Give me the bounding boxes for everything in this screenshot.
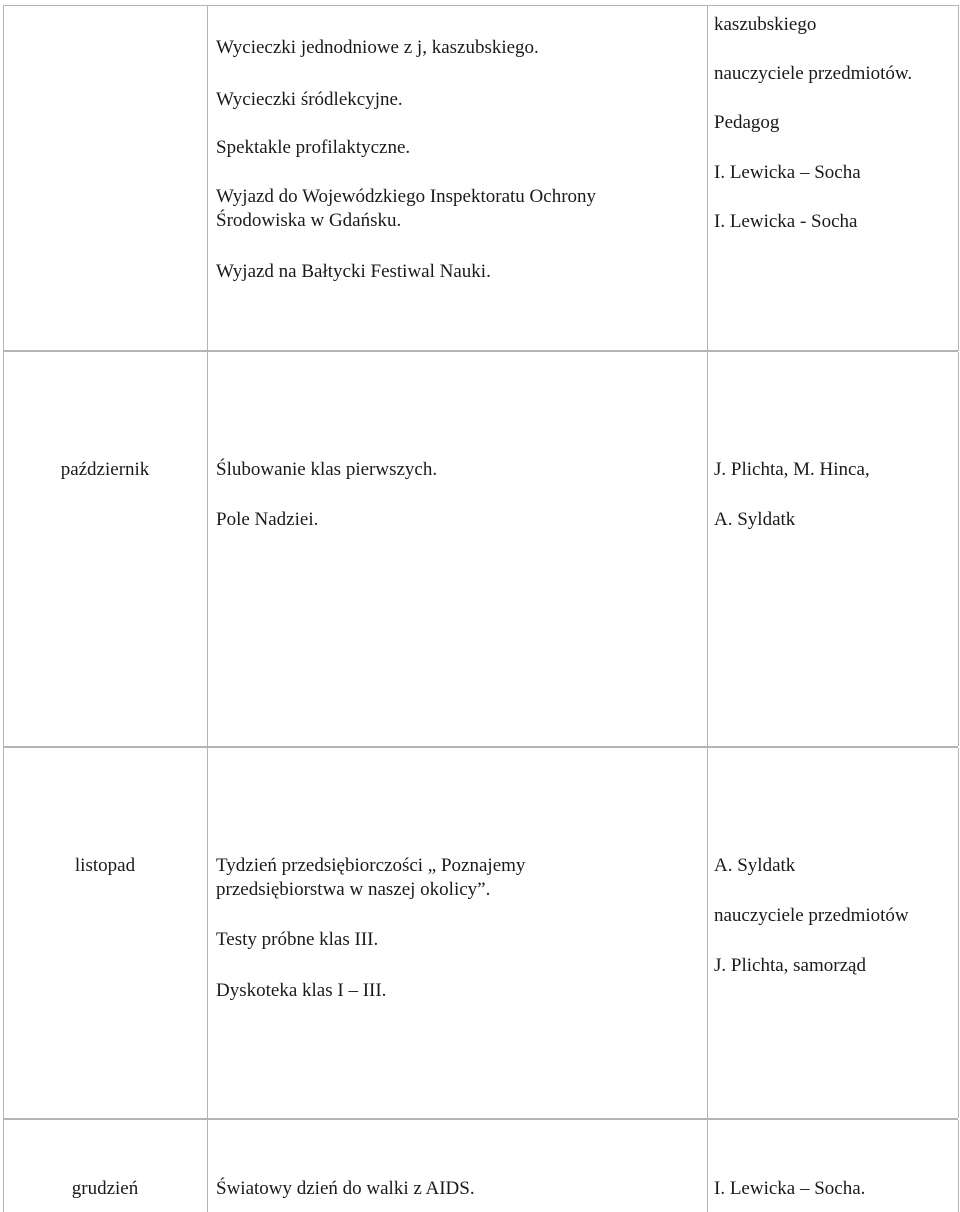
table-row: [3, 748, 958, 1118]
event-text: Wycieczki jednodniowe z j, kaszubskiego.: [216, 37, 539, 58]
responsible-text: nauczyciele przedmiotów: [714, 905, 909, 926]
responsible-text: A. Syldatk: [714, 855, 796, 876]
event-text: Tydzień przedsiębiorczości „ Poznajemy: [216, 855, 526, 876]
event-text: przedsiębiorstwa w naszej okolicy”.: [216, 879, 491, 900]
month-label: grudzień: [71, 1178, 139, 1199]
month-cell: [3, 5, 208, 351]
event-text: Pole Nadziei.: [216, 509, 319, 530]
event-text: Wyjazd do Wojewódzkiego Inspektoratu Ochrony: [216, 186, 597, 207]
responsible-text: J. Plichta, samorząd: [714, 955, 866, 976]
events-cell: [207, 352, 708, 746]
responsible-text: J. Plichta, M. Hinca,: [714, 459, 870, 480]
responsible-text: Pedagog: [714, 112, 780, 133]
responsible-text: I. Lewicka – Socha.: [714, 1178, 866, 1199]
event-text: Wyjazd na Bałtycki Festiwal Nauki.: [216, 261, 491, 282]
responsible-text: I. Lewicka - Socha: [714, 211, 858, 232]
event-text: Dyskoteka klas I – III.: [216, 980, 387, 1001]
event-text: Wycieczki śródlekcyjne.: [216, 89, 403, 110]
month-label: październik: [60, 459, 150, 480]
event-text: Światowy dzień do walki z AIDS.: [216, 1178, 475, 1199]
responsible-text: kaszubskiego: [714, 14, 817, 35]
responsible-text: nauczyciele przedmiotów.: [714, 63, 913, 84]
month-cell: [3, 748, 208, 1118]
event-text: Ślubowanie klas pierwszych.: [216, 459, 438, 480]
responsible-text: I. Lewicka – Socha: [714, 162, 861, 183]
month-label: listopad: [74, 855, 136, 876]
event-text: Środowiska w Gdańsku.: [216, 210, 402, 231]
event-text: Testy próbne klas III.: [216, 929, 379, 950]
responsible-text: A. Syldatk: [714, 509, 796, 530]
responsible-cell: [707, 352, 959, 746]
event-text: Spektakle profilaktyczne.: [216, 137, 411, 158]
responsible-cell: [707, 748, 959, 1118]
table-row: [3, 352, 958, 746]
month-cell: [3, 352, 208, 746]
